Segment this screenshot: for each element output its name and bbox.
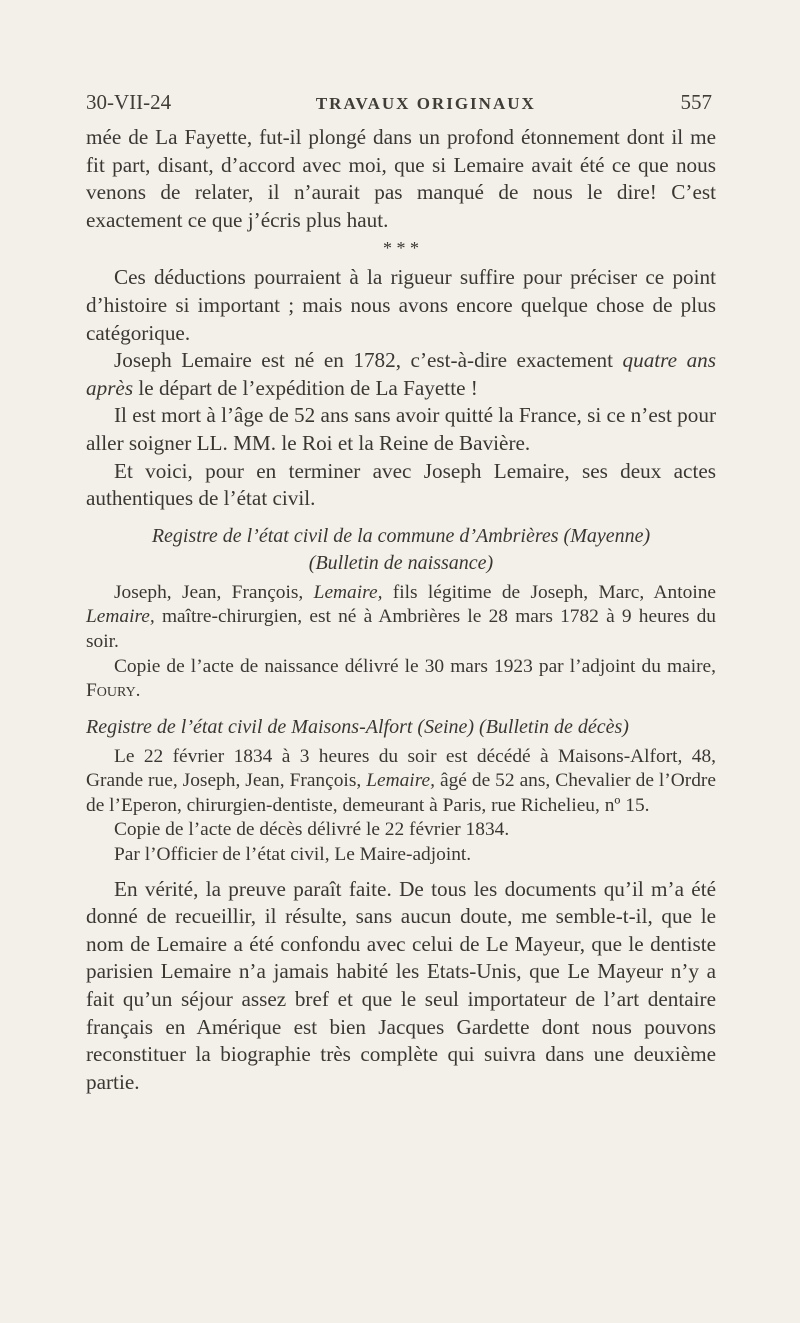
birth-record-text-c: maître-chirurgien, est né à Ambrières le 28 mars 1782 à 9 heures du soir.	[86, 606, 716, 652]
page-body	[86, 124, 716, 1096]
birth-record-text-a: Joseph, Jean, François,	[114, 581, 314, 603]
page-header	[86, 90, 712, 124]
death-record-copy: Copie de l’acte de décès délivré le 22 février 1834.	[114, 819, 510, 841]
birth-record-name-1: Lemaire,	[313, 581, 383, 603]
birth-record-copy-text: Copie de l’acte de naissance délivré le 30 mars 1923 par l’adjoint du maire,	[114, 655, 716, 677]
death-record	[86, 745, 716, 819]
birth-record-name-2: Lemaire,	[86, 606, 155, 628]
paragraph-continuation: mée de La Fayette, fut-il plongé dans un profond étonnement dont il me fit part, disant, d’accord avec moi, que si Lemaire avait été ce que nous venons de relater, il n’aurait pas manqué de nous le dire! C’est exactement ce que j’écris plus haut.	[86, 125, 716, 232]
birth-register-subtitle: (Bulletin de naissance)	[308, 551, 494, 574]
birth-record-copy	[86, 655, 716, 704]
paragraph-conclusion: En vérité, la preuve paraît faite. De tous les documents qu’il m’a été donné de recueillir, il résulte, sans aucun doute, me semble-t-il, que le nom de Lemaire a été confondu avec celui de Le Mayeur, que le dentiste parisien Lemaire n’a jamais habité les Etats-Unis, que Le Mayeur n’y a fait qu’un séjour assez bref et que le seul importateur de l’art dentaire français en Amérique est bien Jacques Gardette dont nous pouvons reconstituer la biographie très complète qui suivra dans une deuxième partie.	[86, 876, 716, 1094]
death-record-text-a: Le 22 février 1834 à 3 heures du soir est décédé à Maisons-Alfort, 48, Grande rue, Joseph, Jean, François,	[86, 745, 716, 792]
paragraph-birth-year-end: le départ de l’expédition de La Fayette !	[133, 375, 478, 400]
birth-record	[86, 581, 716, 655]
paragraph-birth-year-text: Joseph Lemaire est né en 1782, c’est-à-dire exactement	[114, 348, 623, 373]
page-number: 557	[680, 90, 712, 114]
death-record-name: Lemaire,	[366, 770, 435, 792]
paragraph-birth-year	[86, 347, 716, 402]
header-date: 30-VII-24	[86, 90, 172, 114]
birth-register-title: Registre de l’état civil de la commune d’Ambrières (Mayenne)	[151, 524, 651, 547]
running-title: TRAVAUX ORIGINAUX	[315, 94, 536, 113]
paragraph-civil-acts-intro: Et voici, pour en terminer avec Joseph Lemaire, ses deux actes authentiques de l’état civil.	[86, 458, 716, 511]
death-record-text-b: âgé de 52 ans, Chevalier de l’Ordre de l’Eperon, chirurgien-dentiste, demeurant à Paris, rue Richelieu, nº 15.	[86, 770, 716, 816]
paragraph-death: Il est mort à l’âge de 52 ans sans avoir quitté la France, si ce n’est pour aller soigner LL. MM. le Roi et la Reine de Bavière.	[86, 403, 716, 455]
death-record-officer: Par l’Officier de l’état civil, Le Maire-adjoint.	[114, 844, 472, 866]
deputy-mayor-name: Foury.	[86, 680, 141, 702]
death-register-heading: Registre de l’état civil de Maisons-Alfort (Seine) (Bulletin de décès)	[86, 715, 629, 738]
paragraph-deductions: Ces déductions pourraient à la rigueur suffire pour préciser ce point d’histoire si important ; mais nous avons encore quelque chose de plus catégorique.	[86, 265, 716, 345]
birth-register-heading	[86, 523, 716, 577]
birth-record-text-b: fils légitime de Joseph, Marc, Antoine	[382, 581, 717, 603]
emphasis-four-years-after: quatre ans après	[86, 348, 716, 400]
section-separator-asterism: * * *	[383, 238, 419, 259]
